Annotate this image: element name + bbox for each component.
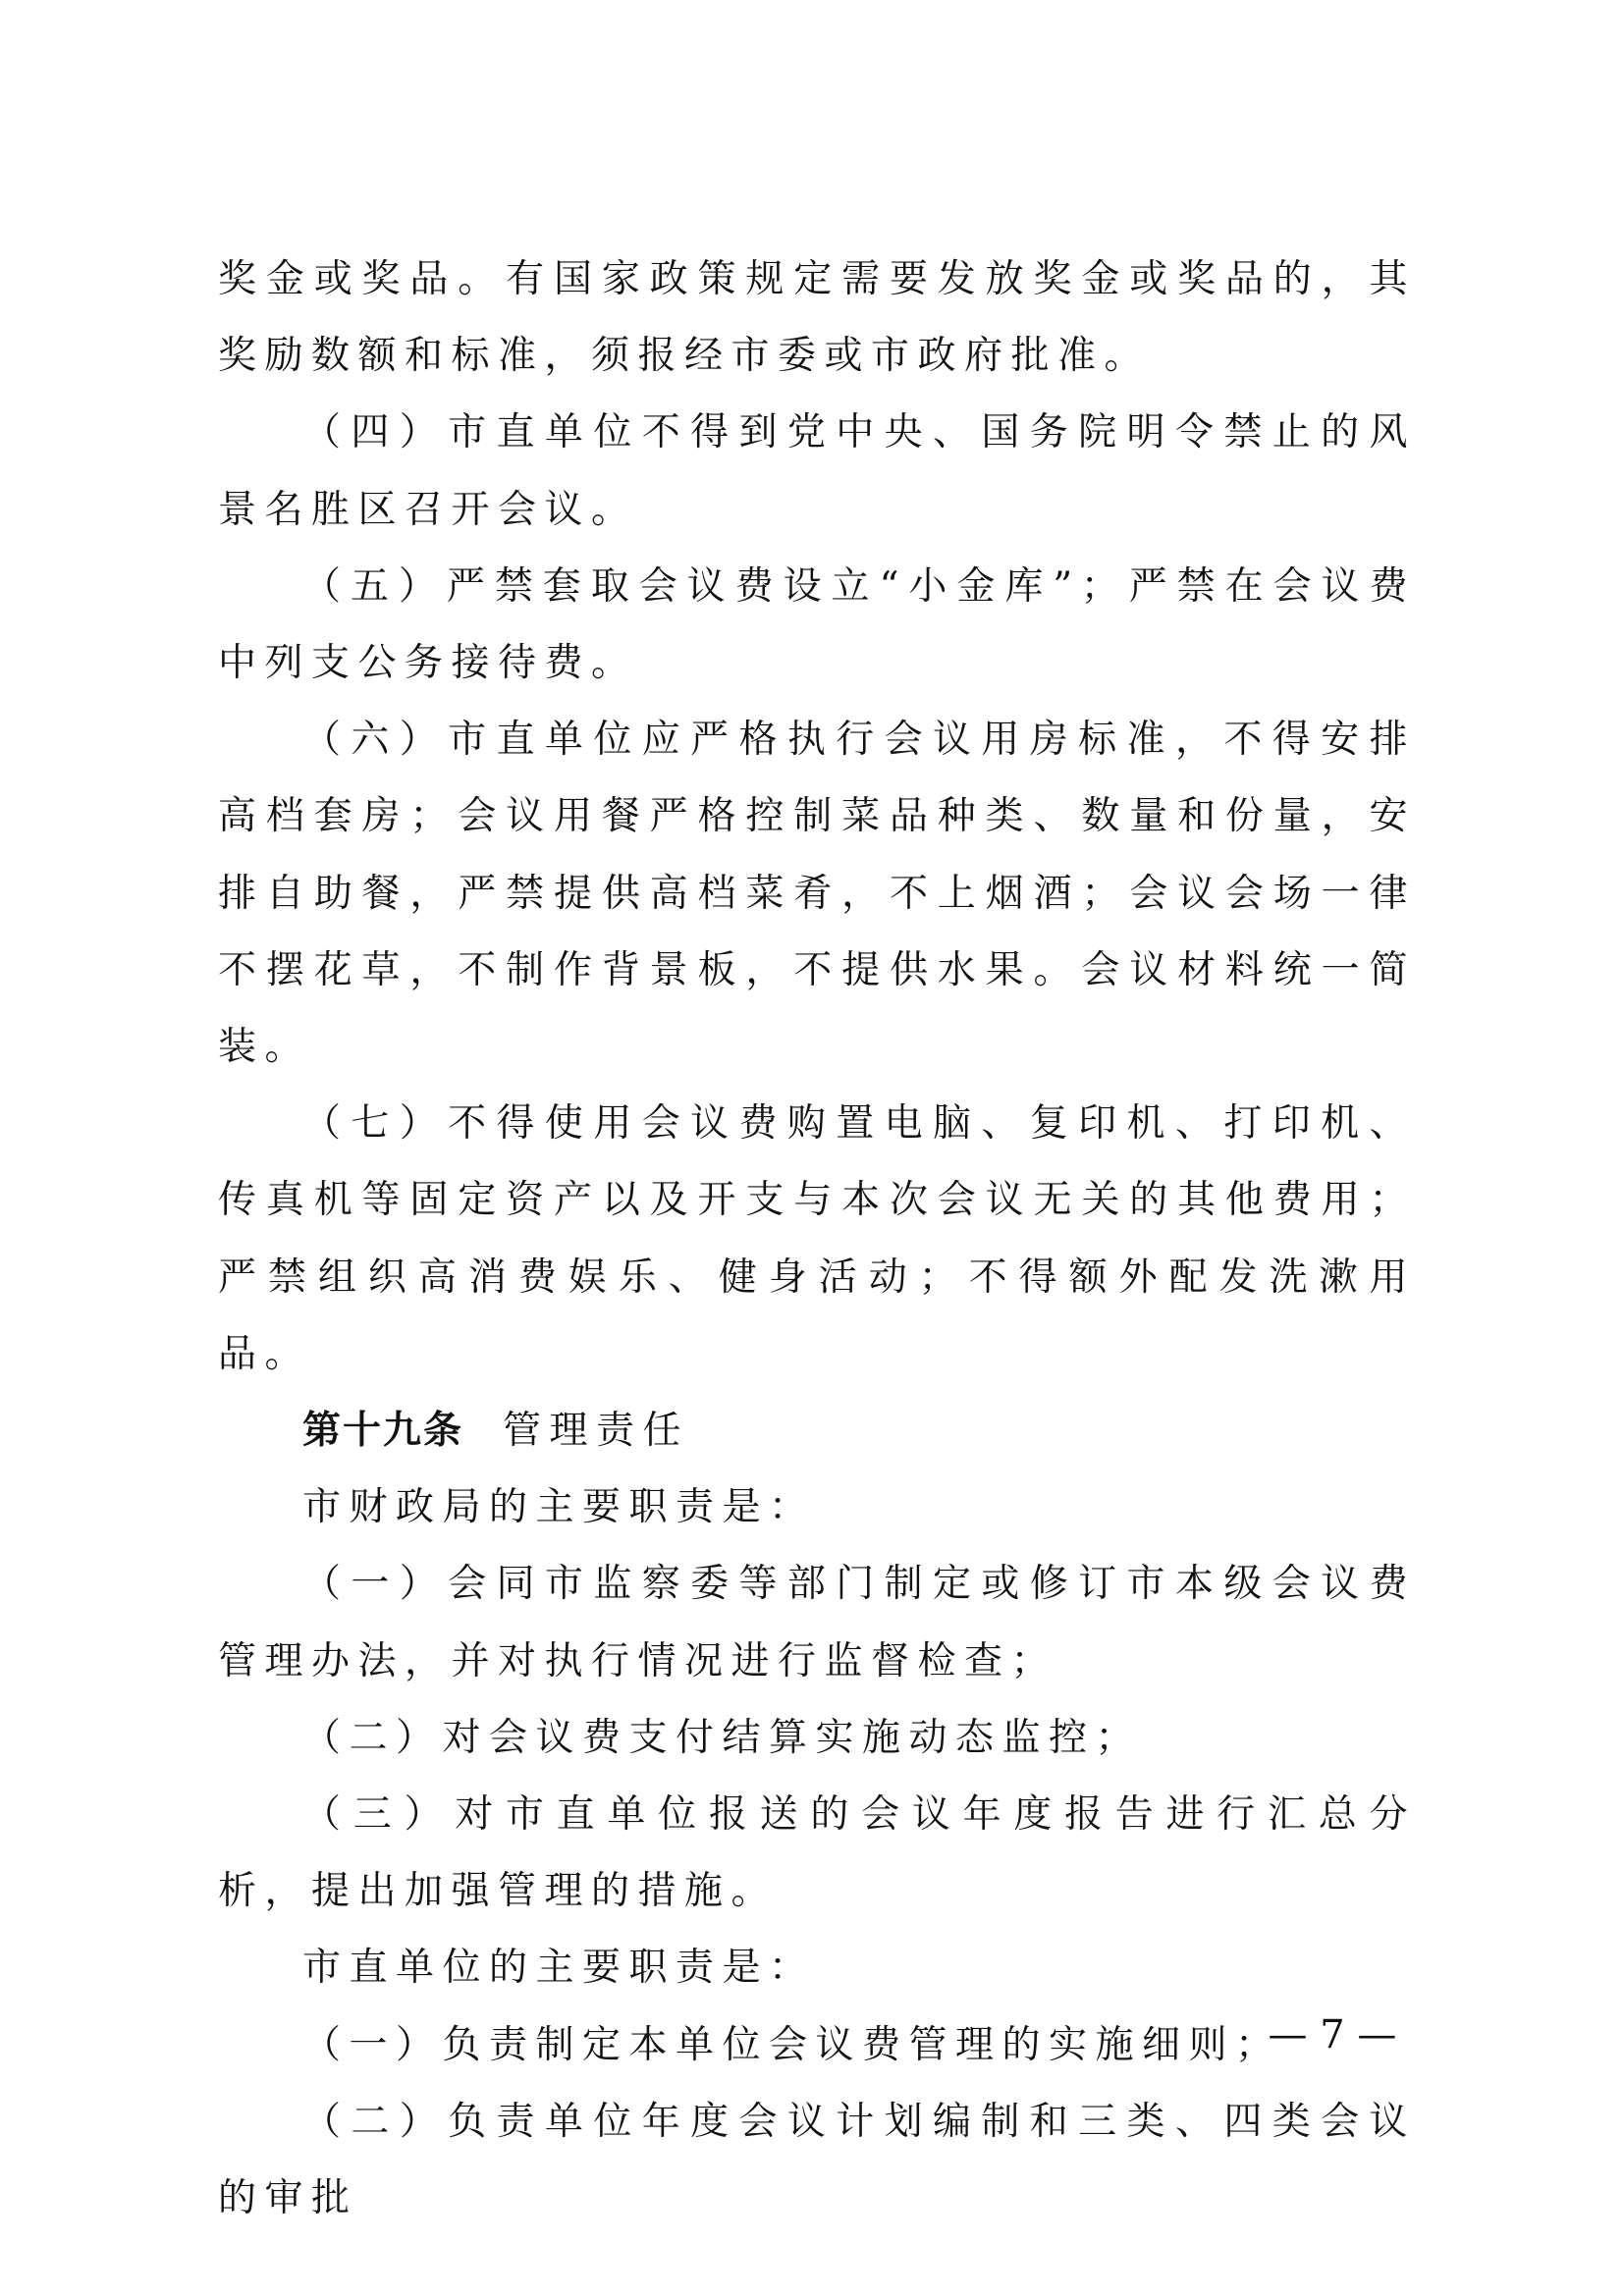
paragraph-item-7: （七）不得使用会议费购置电脑、复印机、打印机、传真机等固定资产以及开支与本次会议无关的其他费用；严禁组织高消费娱乐、健身活动；不得额外配发洗漱用品。 [218, 1101, 1416, 1376]
paragraph-unit-duties-intro: 市直单位的主要职责是： [302, 1946, 816, 1991]
paragraph-item-6: （六）市直单位应严格执行会议用房标准，不得安排高档套房；会议用餐严格控制菜品种类、数量和份量，安排自助餐，严禁提供高档菜肴，不上烟酒；会议会场一律不摆花草，不制作背景板，不提供水果。会议材料统一简装。 [218, 718, 1416, 1070]
paragraph-unit-duty-2: （二）负责单位年度会议计划编制和三类、四类会议的审批 [218, 2099, 1416, 2221]
article-number: 第十九条 [302, 1409, 464, 1454]
paragraph-unit-duty-1: （一）负责制定本单位会议费管理的实施细则； [302, 2022, 1282, 2067]
paragraph-item-4: （四）市直单位不得到党中央、国务院明令禁止的风景名胜区召开会议。 [218, 410, 1416, 532]
paragraph-finance-duty-1: （一）会同市监察委等部门制定或修订市本级会议费管理办法，并对执行情况进行监督检查； [218, 1562, 1416, 1683]
page-number: — 7 — [1268, 2012, 1397, 2057]
body-text [218, 241, 1416, 2237]
article-heading [218, 1393, 1416, 1469]
paragraph-item-5: （五）严禁套取会议费设立“小金库”；严禁在会议费中列支公务接待费。 [218, 563, 1416, 686]
paragraph-finance-duties-intro: 市财政局的主要职责是： [302, 1485, 816, 1530]
paragraph-finance-duty-2: （二）对会议费支付结算实施动态监控； [302, 1715, 1143, 1760]
paragraph-continuation: 奖金或奖品。有国家政策规定需要发放奖金或奖品的，其奖励数额和标准，须报经市委或市政府批准。 [218, 257, 1416, 379]
paragraph-finance-duty-3: （三）对市直单位报送的会议年度报告进行汇总分析，提出加强管理的措施。 [218, 1792, 1416, 1914]
article-title: 管理责任 [503, 1409, 690, 1454]
